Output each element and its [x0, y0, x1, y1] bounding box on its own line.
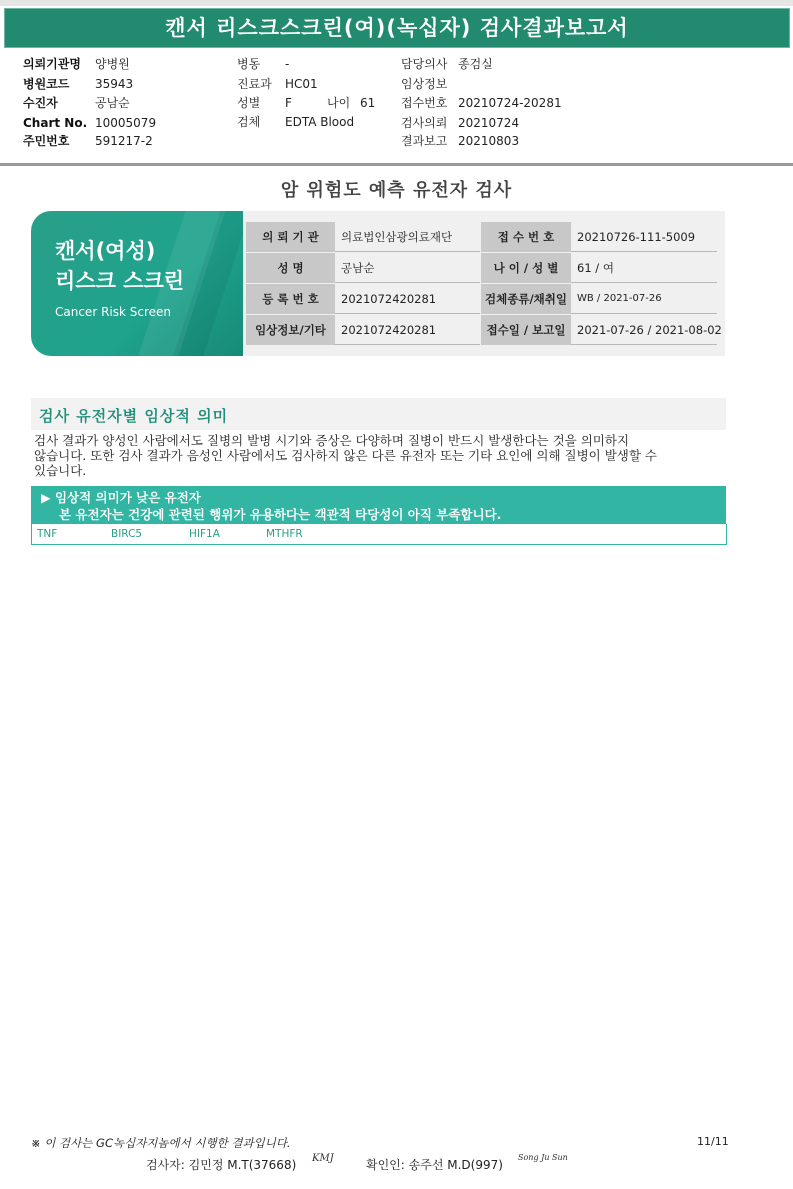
field-label: 검체 — [237, 115, 261, 129]
field-label: 성별 — [237, 96, 261, 110]
info-key: 접수일 / 보고일 — [481, 315, 571, 345]
examiner-signature: KMJ — [312, 1153, 334, 1164]
field-label: 접수번호 — [401, 96, 448, 110]
field-label: 의뢰기관명 — [23, 57, 81, 71]
page-number: 11/11 — [697, 1135, 729, 1148]
header-row — [23, 57, 81, 71]
card-title-line2: 리스크 스크린 — [55, 269, 185, 293]
field-value: 20210724-20281 — [458, 96, 562, 110]
header-row — [23, 77, 69, 91]
field-label: 나이 — [327, 96, 351, 110]
info-value: 61 / 여 — [571, 253, 717, 283]
card-subtitle: Cancer Risk Screen — [55, 305, 172, 319]
top-strip — [0, 0, 793, 6]
info-table — [243, 211, 725, 356]
info-key: 성 명 — [246, 253, 335, 283]
field-value: HC01 — [285, 77, 318, 91]
field-value: 61 — [360, 96, 376, 110]
meaning-paragraph — [34, 433, 724, 478]
field-value: 20210724 — [458, 116, 520, 130]
info-value: 2021-07-26 / 2021-08-02 — [571, 315, 717, 345]
product-card — [31, 211, 243, 356]
field-label: 임상정보 — [401, 77, 448, 91]
card-title-line1: 캔서(여성) — [55, 239, 156, 263]
info-value: WB / 2021-07-26 — [571, 284, 717, 314]
report-title: 캔서 리스크스크린(여)(녹십자) 검사결과보고서 — [4, 8, 790, 48]
field-value: - — [285, 57, 290, 71]
gene-item: MTHFR — [266, 528, 303, 540]
section-title: 암 위험도 예측 유전자 검사 — [280, 180, 513, 201]
header-divider — [0, 163, 793, 166]
info-value: 공남순 — [335, 253, 480, 283]
low-significance-box — [31, 486, 726, 524]
field-value: 20210803 — [458, 134, 520, 148]
info-value: 2021072420281 — [335, 284, 480, 314]
field-value: 10005079 — [95, 116, 157, 130]
paragraph-line: 검사 결과가 양성인 사람에서도 질병의 발병 시기와 증상은 다양하며 질병이 반드시 발생한다는 것을 의미하지 — [34, 433, 630, 448]
field-label: 검사의뢰 — [401, 116, 448, 130]
info-key: 임상정보/기타 — [246, 315, 335, 345]
paragraph-line: 않습니다. 또한 검사 결과가 음성인 사람에서도 검사하지 않은 다른 유전자 또는 기타 요인에 의해 질병이 발생할 수 — [34, 448, 657, 463]
field-label: Chart No. — [23, 116, 88, 130]
gene-list — [31, 524, 727, 545]
field-label: 병원코드 — [23, 77, 70, 91]
gene-item: BIRC5 — [111, 528, 143, 540]
header-row — [23, 96, 58, 110]
field-value: EDTA Blood — [285, 115, 355, 129]
meaning-heading-bar — [31, 398, 726, 430]
field-value: 종검실 — [458, 57, 493, 71]
paragraph-line: 있습니다. — [34, 463, 87, 478]
field-label: 수진자 — [23, 96, 58, 110]
gene-item: TNF — [37, 528, 58, 540]
info-key: 접 수 번 호 — [481, 222, 571, 252]
box-description: 본 유전자는 건강에 관련된 행위가 유용하다는 객관적 타당성이 아직 부족합니다. — [59, 507, 502, 522]
box-title: ▶ 임상적 의미가 낮은 유전자 — [41, 490, 201, 505]
field-value: 공남순 — [95, 96, 130, 110]
field-value: 35943 — [95, 77, 134, 91]
field-label: 진료과 — [237, 77, 272, 91]
info-key: 의 뢰 기 관 — [246, 222, 335, 252]
field-value: 양병원 — [95, 57, 130, 71]
field-label: 담당의사 — [401, 57, 448, 71]
info-value: 2021072420281 — [335, 315, 480, 345]
approver: 확인인: 송주선 M.D(997) — [366, 1158, 503, 1172]
field-label: 주민번호 — [23, 134, 70, 148]
info-key: 등 록 번 호 — [246, 284, 335, 314]
meaning-heading: 검사 유전자별 임상적 의미 — [39, 407, 229, 425]
field-value: F — [285, 96, 292, 110]
examiner: 검사자: 김민정 M.T(37668) — [146, 1158, 297, 1172]
field-label: 병동 — [237, 57, 261, 71]
info-key: 나 이 / 성 별 — [481, 253, 571, 283]
info-value: 20210726-111-5009 — [571, 222, 717, 252]
header-row — [23, 116, 87, 130]
info-value: 의료법인삼광의료재단 — [335, 222, 480, 252]
info-key: 검체종류/채취일 — [481, 284, 571, 314]
field-label: 결과보고 — [401, 134, 448, 148]
header-row — [23, 134, 69, 148]
footer-note: ※ 이 검사는 GC녹십자지놈에서 시행한 결과입니다. — [31, 1136, 291, 1150]
field-value: 591217-2 — [95, 134, 153, 148]
gene-item: HIF1A — [189, 528, 220, 540]
approver-signature: Song Ju Sun — [518, 1153, 568, 1162]
